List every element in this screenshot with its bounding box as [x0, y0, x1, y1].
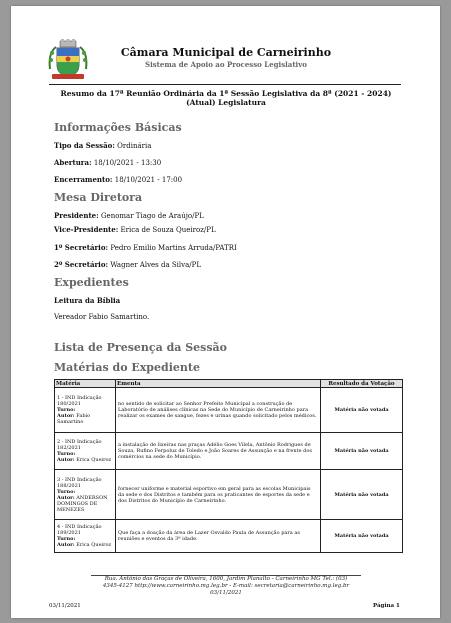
system-subtitle: Sistema de Apoio ao Processo Legislativo	[145, 60, 307, 69]
document-header	[11, 36, 440, 84]
resultado-cell: Matéria não votada	[321, 433, 403, 470]
presidente-label: Presidente:	[54, 211, 99, 220]
tipo-label: Tipo da Sessão:	[54, 141, 115, 150]
table-header-row	[55, 380, 403, 388]
page-number: Página 1	[373, 603, 400, 609]
info-abertura	[54, 158, 161, 167]
table-row	[55, 470, 403, 520]
section-heading-materias: Matérias do Expediente	[54, 361, 200, 374]
header-ementa: Ementa	[116, 380, 321, 388]
footer-line-1: Rua. Antônio das Graças de Oliveira, 1600, Jardim Planalto - Carneirinho MG Tel.: (03)	[104, 576, 348, 582]
header-divider	[49, 84, 401, 85]
table-row	[55, 520, 403, 553]
footer-line-3: 03/11/2021	[210, 590, 242, 596]
resultado-cell: Matéria não votada	[321, 520, 403, 553]
mesa-presidente	[54, 211, 204, 220]
leitura-biblia-value: Vereador Fabio Samartino.	[54, 313, 150, 321]
info-encerramento	[54, 175, 182, 184]
vice-value: Erica de Souza Queiroz/PL	[120, 226, 216, 234]
summary-line-2: (Atual) Legislatura	[186, 98, 266, 107]
mesa-secretario-1	[54, 243, 237, 252]
info-tipo-sessao	[54, 141, 151, 150]
table-row	[55, 433, 403, 470]
footer-date: 03/11/2021	[49, 603, 81, 609]
secretario-1-value: Pedro Emilio Martins Arruda/PATRI	[110, 244, 237, 252]
resultado-cell: Matéria não votada	[321, 388, 403, 433]
materia-cell: 3 - IND Indicação 188/2021 Turno: Autor: ANDERSON DOMINGOS DE MENEZES	[55, 470, 116, 520]
secretario-2-value: Wagner Alves da Silva/PL	[110, 261, 201, 269]
encerramento-value: 18/10/2021 - 17:00	[114, 176, 183, 184]
abertura-value: 18/10/2021 - 13:30	[93, 159, 162, 167]
document-page	[11, 6, 440, 618]
vice-label: Vice-Presidente:	[54, 225, 119, 234]
abertura-label: Abertura:	[54, 158, 92, 167]
institution-title: Câmara Municipal de Carneirinho	[120, 46, 332, 59]
table-row	[55, 388, 403, 433]
materia-cell: 1 - IND Indicação 180/2021 Turno: Autor: Fabio Samartino	[55, 388, 116, 433]
materias-table	[54, 379, 403, 553]
secretario-2-label: 2º Secretário:	[54, 260, 109, 269]
materia-cell: 4 - IND Indicação 189/2021 Turno: Autor: Erica Queiroz	[55, 520, 116, 553]
session-summary-title	[41, 89, 411, 107]
section-heading-informacoes: Informações Básicas	[54, 121, 182, 134]
tipo-value: Ordinária	[117, 142, 152, 150]
materia-cell: 2 - IND Indicação 182/2021 Turno: Autor: Erica Queiroz	[55, 433, 116, 470]
footer-address	[71, 576, 381, 597]
ementa-cell: Que faça a doação da área de Lazer Osvaldo Paula de Assunção para as reuniões e eventos da 3ª idade.	[116, 520, 321, 553]
header-materia: Matéria	[55, 380, 116, 388]
section-heading-presenca: Lista de Presença da Sessão	[54, 341, 228, 354]
footer-line-2: 4345-4127 http://www.carneirinho.mg.leg.br - E-mail: secretaria@carneirinho.mg.leg.br	[102, 583, 350, 589]
encerramento-label: Encerramento:	[54, 175, 113, 184]
ementa-cell: fornecer uniforme e material esportivo em geral para as escolas Municipais da sede e dos Distritos e também para os praticantes de esportes da sede e dos Distritos do Município de Carneirinho.	[116, 470, 321, 520]
header-resultado: Resultado da Votação	[321, 380, 403, 388]
municipal-coat-of-arms-icon	[46, 39, 90, 81]
mesa-secretario-2	[54, 260, 201, 269]
section-heading-mesa: Mesa Diretora	[54, 191, 143, 204]
mesa-vice	[54, 225, 216, 234]
ementa-cell: a instalação de lixeiras nas praças Adélio Goes Vilela, Antônio Rodrigues de Souza, Rufino Ferpoluz de Toledo e João Soares de Assunção e na frente dos comércios na sede do Município.	[116, 433, 321, 470]
section-heading-expedientes: Expedientes	[54, 276, 129, 289]
secretario-1-label: 1º Secretário:	[54, 243, 109, 252]
leitura-biblia-label: Leitura da Bíblia	[54, 296, 121, 305]
presidente-value: Genomar Tiago de Araújo/PL	[100, 212, 204, 220]
summary-line-1: Resumo da 17ª Reunião Ordinária da 1ª Sessão Legislativa da 8ª (2021 - 2024)	[60, 89, 392, 98]
resultado-cell: Matéria não votada	[321, 470, 403, 520]
ementa-cell: no sentido de solicitar ao Senhor Prefeito Municipal a construção de Laboratório de análises clínicas na Sede do Município de Carneirinho para realizar os exames de sangue, fezes e urinas quando solicitado pelos médicos.	[116, 388, 321, 433]
